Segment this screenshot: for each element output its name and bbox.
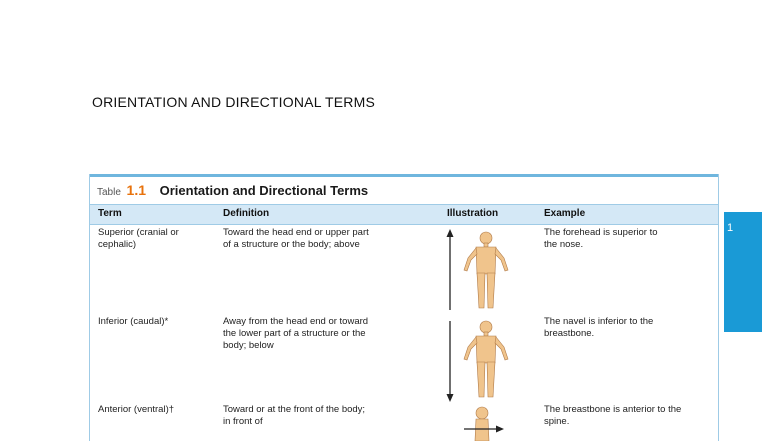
definition-cell [223, 316, 368, 352]
definition-line: the lower part of a structure or the [223, 328, 366, 339]
example-line: The breastbone is anterior to the [544, 404, 682, 415]
term-line: Inferior (caudal)* [98, 316, 169, 327]
table-row-inferior [90, 315, 718, 403]
definition-line: Away from the head end or toward [223, 316, 369, 327]
inferior-illustration [442, 319, 512, 403]
table-row-anterior [90, 403, 718, 441]
up-arrow-icon [447, 229, 454, 310]
term-cell [98, 227, 179, 251]
example-cell [544, 404, 681, 428]
definition-line: Toward the head end or upper part [223, 227, 369, 238]
page-number-tab [724, 212, 762, 332]
directional-terms-table [89, 174, 719, 441]
human-figure-icon [464, 321, 508, 397]
table-label: Table [97, 187, 121, 198]
table-header-row [90, 204, 718, 225]
down-arrow-icon [447, 321, 454, 402]
table-caption [97, 182, 368, 198]
example-cell [544, 227, 658, 251]
header-definition: Definition [223, 208, 270, 219]
definition-cell [223, 227, 369, 251]
term-line: cephalic) [98, 239, 137, 250]
table-top-rule [90, 174, 718, 177]
header-example: Example [544, 208, 586, 219]
page-number: 1 [727, 222, 734, 234]
example-line: spine. [544, 416, 570, 427]
term-cell [98, 316, 168, 328]
example-cell [544, 316, 653, 340]
table-title: Orientation and Directional Terms [159, 183, 369, 198]
superior-illustration [442, 228, 512, 312]
definition-line: in front of [223, 416, 263, 427]
table-row-superior [90, 226, 718, 314]
definition-line: Toward or at the front of the body; [223, 404, 366, 415]
human-figure-icon [464, 232, 508, 308]
example-line: The forehead is superior to [544, 227, 658, 238]
header-term: Term [98, 208, 122, 219]
side-figure-icon [475, 407, 489, 441]
example-line: breastbone. [544, 328, 595, 339]
definition-cell [223, 404, 365, 428]
definition-line: body; below [223, 340, 274, 351]
definition-line: of a structure or the body; above [223, 239, 360, 250]
example-line: the nose. [544, 239, 584, 250]
term-line: Anterior (ventral)† [98, 404, 175, 415]
term-cell [98, 404, 174, 416]
header-illustration: Illustration [447, 208, 499, 219]
table-number: 1.1 [126, 182, 146, 198]
anterior-illustration [458, 405, 508, 441]
term-line: Superior (cranial or [98, 227, 179, 238]
slide-title: ORIENTATION AND DIRECTIONAL TERMS [92, 94, 375, 110]
example-line: The navel is inferior to the [544, 316, 654, 327]
